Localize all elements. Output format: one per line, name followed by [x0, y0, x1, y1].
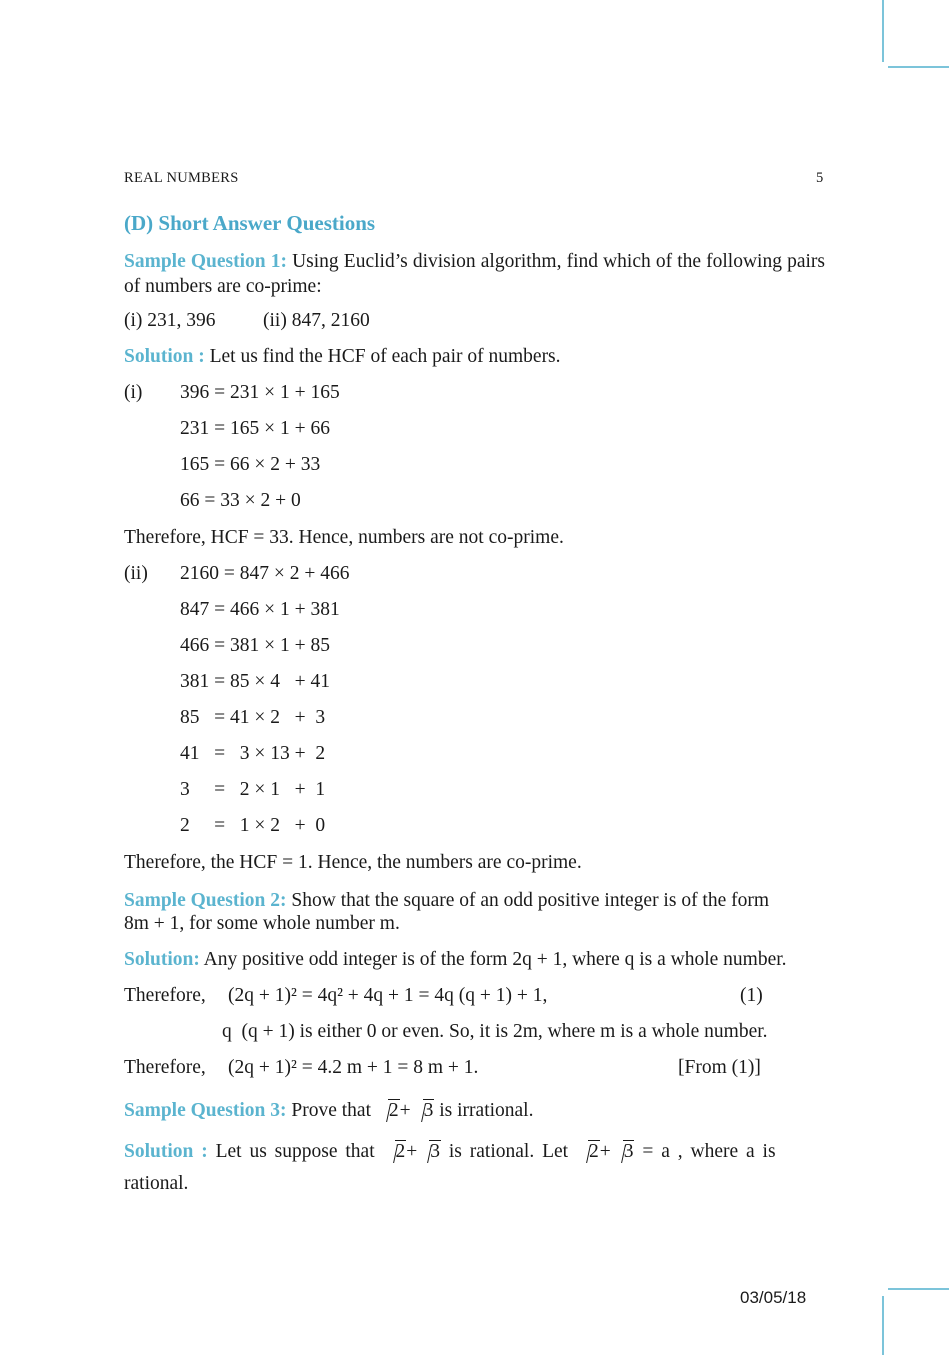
- solution-3-intro: Solution : Let us suppose that 2+ 3 is rational. Let 2+ 3 = a , where a is: [124, 1141, 776, 1162]
- solution-text: Let us suppose that: [207, 1141, 383, 1162]
- solution-text: = a , where a is: [634, 1141, 776, 1162]
- solution-text: Any positive odd integer is of the form 2q + 1, where q is a whole number.: [199, 949, 787, 970]
- option-i: (i) 231, 396: [124, 310, 216, 331]
- solution-2-intro: [124, 949, 787, 971]
- therefore-label: Therefore,: [124, 1057, 206, 1078]
- equation-tag: [From (1)]: [678, 1057, 761, 1078]
- equation-line: (2q + 1)² = 4q² + 4q + 1 = 4q (q + 1) + 1,: [228, 985, 548, 1006]
- part-ii-conclusion: Therefore, the HCF = 1. Hence, the numbers are co-prime.: [124, 852, 582, 873]
- equation-line: 847 = 466 × 1 + 381: [180, 599, 340, 620]
- sample-question-1: [124, 249, 825, 299]
- equation-line: 165 = 66 × 2 + 33: [180, 454, 321, 475]
- equation-line: 396 = 231 × 1 + 165: [180, 382, 340, 403]
- equation-tag: (1): [740, 985, 763, 1006]
- question-text: Show that the square of an odd positive integer is of the form: [286, 890, 770, 911]
- sqrt-symbol: 3: [413, 1100, 435, 1122]
- sample-question-2: [124, 888, 825, 913]
- part-i-conclusion: Therefore, HCF = 33. Hence, numbers are not co-prime.: [124, 527, 564, 548]
- solution-label: Solution :: [124, 346, 205, 367]
- equation-line: 466 = 381 × 1 + 85: [180, 635, 330, 656]
- question-label: Sample Question 3:: [124, 1100, 287, 1121]
- question-text: Using Euclid’s division algorithm, find which of the following pairs of numbers are co-prime:: [124, 251, 825, 297]
- sqrt-symbol: 2: [578, 1141, 600, 1163]
- corner-mark-bottom-horizontal: [888, 1288, 949, 1290]
- part-ii-label: (ii): [124, 563, 148, 584]
- solution-label: Solution :: [124, 1141, 208, 1162]
- section-title: (D) Short Answer Questions: [124, 211, 376, 235]
- sqrt-symbol: 2: [378, 1100, 400, 1122]
- part-i-label: (i): [124, 382, 143, 403]
- equation-line: 2 = 1 × 2 + 0: [180, 815, 326, 836]
- equation-line: 66 = 33 × 2 + 0: [180, 490, 301, 511]
- equation-line: 381 = 85 × 4 + 41: [180, 671, 330, 692]
- equation-line: 231 = 165 × 1 + 66: [180, 418, 330, 439]
- sqrt-symbol: 3: [613, 1141, 635, 1163]
- sqrt-symbol: 2: [385, 1141, 407, 1163]
- running-header: REAL NUMBERS: [124, 170, 239, 186]
- corner-mark-bottom-vertical: [882, 1296, 884, 1355]
- print-date: 03/05/18: [740, 1288, 807, 1307]
- question-label: Sample Question 1:: [124, 251, 287, 272]
- therefore-label: Therefore,: [124, 985, 206, 1006]
- corner-mark-top-horizontal: [888, 66, 949, 68]
- page-number: 5: [816, 170, 824, 186]
- solution-label: Solution:: [124, 949, 200, 970]
- equation-line: 3 = 2 × 1 + 1: [180, 779, 326, 800]
- solution-text: is rational. Let: [441, 1141, 576, 1162]
- question-label: Sample Question 2:: [124, 890, 287, 911]
- solution-text-continued: rational.: [124, 1173, 189, 1194]
- question-text: Prove that: [286, 1100, 376, 1121]
- solution-1-intro: [124, 346, 561, 368]
- question-text-continued: 8m + 1, for some whole number m.: [124, 913, 400, 934]
- sqrt-symbol: 3: [419, 1141, 441, 1163]
- equation-line: 2160 = 847 × 2 + 466: [180, 563, 350, 584]
- corner-mark-top-vertical: [882, 0, 884, 62]
- equation-line: 85 = 41 × 2 + 3: [180, 707, 326, 728]
- option-ii: (ii) 847, 2160: [263, 310, 370, 331]
- equation-line: (2q + 1)² = 4.2 m + 1 = 8 m + 1.: [228, 1057, 479, 1078]
- sample-question-3: Sample Question 3: Prove that 2+ 3 is irrational.: [124, 1100, 534, 1121]
- equation-line: q (q + 1) is either 0 or even. So, it is 2m, where m is a whole number.: [222, 1021, 768, 1042]
- question-text: is irrational.: [434, 1100, 534, 1121]
- equation-line: 41 = 3 × 13 + 2: [180, 743, 326, 764]
- solution-text: Let us find the HCF of each pair of numbers.: [204, 346, 561, 367]
